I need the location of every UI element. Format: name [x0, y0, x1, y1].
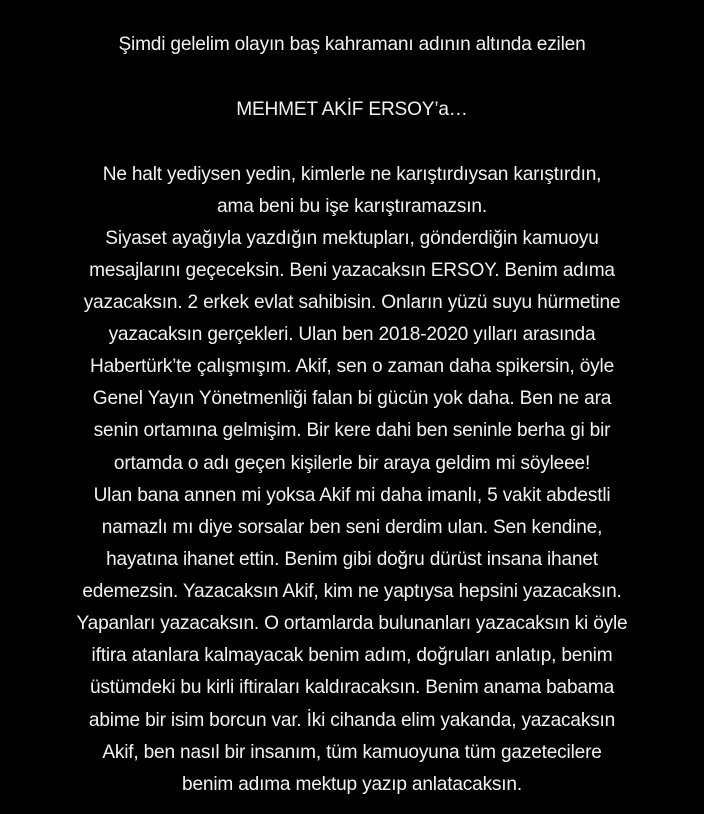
body-line: benim adıma mektup yazıp anlatacaksın.	[182, 773, 522, 795]
body-line: Habertürk’te çalışmışım. Akif, sen o zaman daha spikersin, öyle	[89, 355, 615, 377]
body-line: Yapanları yazacaksın. O ortamlarda bulunanları yazacaksın ki öyle	[76, 612, 628, 634]
body-line: namazlı mı diye sorsalar ben seni derdim ulan. Sen kendine,	[101, 516, 603, 538]
body-line: Akif, ben nasıl bir insanım, tüm kamuoyuna tüm gazetecilere	[102, 741, 602, 763]
body-line: ortamda o adı geçen kişilerle bir araya geldim mi söyleee!	[113, 452, 591, 474]
intro-line: Şimdi gelelim olayın baş kahramanı adının altında ezilen	[118, 33, 586, 55]
body-line: iftira atanlara kalmayacak benim adım, doğruları anlatıp, benim	[91, 644, 613, 666]
body-line: abime bir isim borcun var. İki cihanda elim yakanda, yazacaksın	[88, 709, 616, 731]
body-line: yazacaksın gerçekleri. Ulan ben 2018-2020 yılları arasında	[108, 323, 596, 345]
body-line: üstümdeki bu kirli iftiraları kaldıracaksın. Benim anama babama	[89, 676, 615, 698]
body-line: Ulan bana annen mi yoksa Akif mi daha imanlı, 5 vakit abdestli	[93, 484, 611, 506]
body-line: edemezsin. Yazacaksın Akif, kim ne yaptıysa hepsini yazacaksın.	[82, 580, 622, 602]
addressee-line: MEHMET AKİF ERSOY’a…	[236, 98, 468, 120]
body-line: Siyaset ayağıyla yazdığın mektupları, gönderdiğin kamuoyu	[105, 227, 599, 249]
body-line: ama beni bu işe karıştıramazsın.	[217, 195, 487, 217]
body-line: yazacaksın. 2 erkek evlat sahibisin. Onların yüzü suyu hürmetine	[83, 291, 621, 313]
body-line: mesajlarını geçeceksin. Beni yazacaksın ERSOY. Benim adıma	[89, 259, 615, 281]
body-line: hayatına ihanet ettin. Benim gibi doğru dürüst insana ihanet	[106, 548, 598, 570]
body-line: Ne halt yediysen yedin, kimlerle ne karıştırdıysan karıştırdın,	[102, 163, 602, 185]
body-line: senin ortamına gelmişim. Bir kere dahi ben seninle berha gi bir	[93, 419, 611, 441]
body-line: Genel Yayın Yönetmenliği falan bi gücün yok daha. Ben ne ara	[92, 387, 612, 409]
